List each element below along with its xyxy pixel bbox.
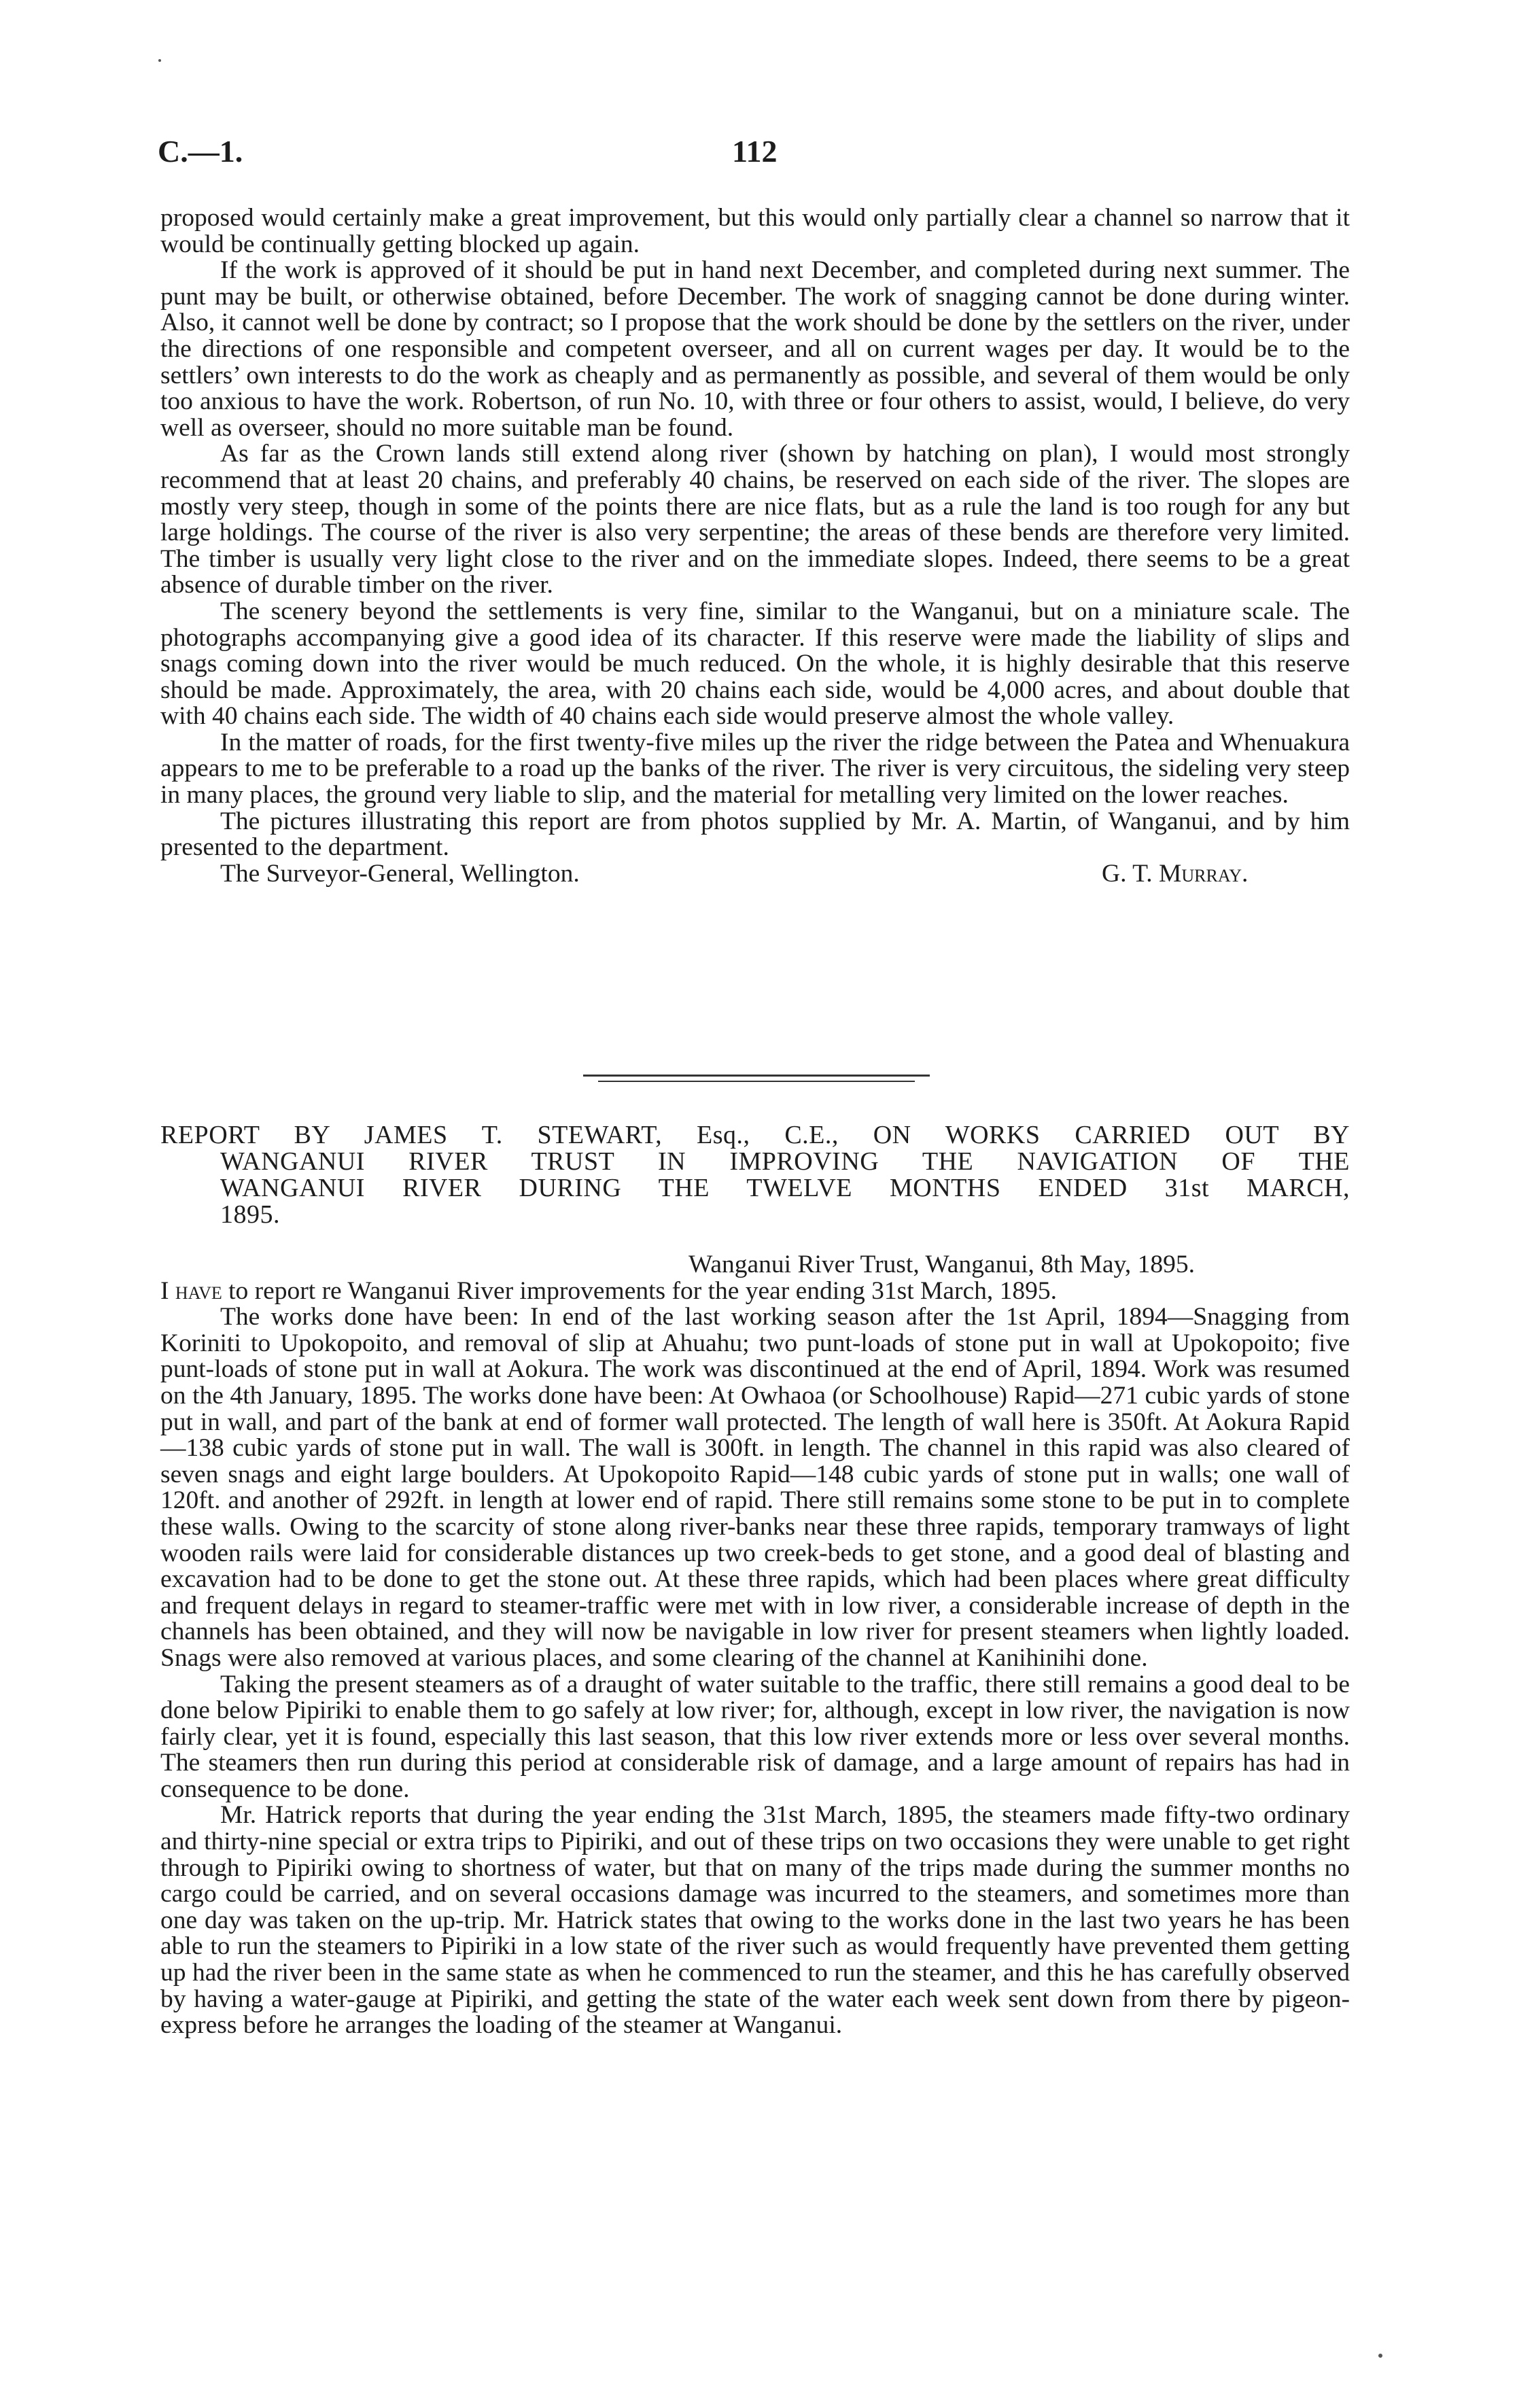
title-line: WANGANUI RIVER TRUST IN IMPROVING THE NAVIGATION OF THE — [220, 1147, 1350, 1176]
paragraph: The works done have been: In end of the last working season after the 1st April, 1894—Snagging from Koriniti to Upokopoito, and removal of slip at Ahuahu; two punt-loads of stone put in wall at Upokopoito; five punt-loads of stone put in wall at Aokura. The work was discontinued at the end of April, 1894. Work was resumed on the 4th January, 1895. The works done have been: At Owhaoa (or Schoolhouse) Rapid—271 cubic yards of stone put in wall, and part of the bank at end of former wall protected. The length of wall here is 350ft. At Aokura Rapid—138 cubic yards of stone put in wall. The wall is 300ft. in length. The channel in this rapid was also cleared of seven snags and eight large boulders. At Upokopoito Rapid—148 cubic yards of stone put in walls; one wall of 120ft. and another of 292ft. in length at lower end of rapid. There still remains some stone to be put in to complete these walls. Owing to the scarcity of stone along river-banks near these three rapids, temporary tramways of light wooden rails were laid for considerable distances up two creek-beds to get stone, and a good deal of blasting and excavation had to be done to get the stone out. At these three rapids, which had been places where great difficulty and frequent delays in regard to steamer-traffic were met with in low river, a considerable increase of depth in the channels has been obtained, and they will now be navigable in low river for present steamers when lightly loaded. Snags were also removed at various places, and some clearing of the channel at Kanihinihi done. — [160, 1303, 1350, 1672]
page-header — [158, 133, 1350, 174]
section-divider — [598, 1081, 915, 1082]
opening-line — [160, 1278, 1350, 1305]
opening-rest: to report re Wanganui River improvements for the year ending 31st March, 1895. — [222, 1276, 1057, 1305]
scan-speck — [158, 59, 161, 62]
opening-smallcaps: I have — [160, 1276, 222, 1305]
report-title — [160, 1122, 1350, 1228]
title-line: WANGANUI RIVER DURING THE TWELVE MONTHS ENDED 31st MARCH, — [220, 1174, 1350, 1202]
title-line: REPORT BY JAMES T. STEWART, Esq., C.E., ON WORKS CARRIED OUT BY — [160, 1121, 1350, 1149]
paragraph: As far as the Crown lands still extend along river (shown by hatching on plan), I would most strongly recommend that at least 20 chains, and preferably 40 chains, be reserved on each side of the river. The slopes are mostly very steep, though in some of the points there are nice flats, but as a rule the land is too rough for any but large holdings. The course of the river is also very serpentine; the areas of these bends are therefore very limited. The timber is usually very light close to the river and on the immediate slopes. Indeed, there seems to be a great absence of durable timber on the river. — [160, 440, 1350, 599]
paragraph: proposed would certainly make a great improvement, but this would only partially clear a channel so narrow that it would be continually getting blocked up again. — [160, 204, 1350, 258]
paragraph: In the matter of roads, for the first twenty-five miles up the river the ridge between the Patea and Whenuakura appears to me to be preferable to a road up the banks of the river. The river is very circuitous, the sideling very steep in many places, the ground very liable to slip, and the material for metalling very limited on the lower reaches. — [160, 728, 1350, 809]
document-code: C.—1. — [158, 134, 243, 169]
continuation-text — [160, 205, 1350, 888]
paragraph: The pictures illustrating this report are from photos supplied by Mr. A. Martin, of Wanganui, and by him presented to the department. — [160, 807, 1350, 862]
scan-speck — [1378, 2354, 1382, 2358]
signoff-author: G. T. Murray. — [1102, 859, 1249, 888]
paragraph: Mr. Hatrick reports that during the year ending the 31st March, 1895, the steamers made fifty-two ordinary and thirty-nine special or extra trips to Pipiriki, and out of these trips on two occasions they were unable to get right through to Pipiriki owing to shortness of water, but that on many of the trips made during the summer months no cargo could be carried, and on several occasions damage was incurred to the steamers, and sometimes more than one day was taken on the up-trip. Mr. Hatrick states that owing to the works done in the last two years he has been able to run the steamers to Pipiriki in a low state of the river such as would frequently have prevented them getting up had the river been in the same state as when he commenced to run the steamer, and this he has carefully observed by having a water-gauge at Pipiriki, and getting the state of the water each week sent down from there by pigeon-express before he arranges the loading of the steamer at Wanganui. — [160, 1801, 1350, 2040]
dateline: Wanganui River Trust, Wanganui, 8th May, 1895. — [688, 1251, 1195, 1278]
signoff — [160, 861, 1350, 888]
section-divider — [583, 1075, 930, 1077]
paragraph: If the work is approved of it should be put in hand next December, and completed during next summer. The punt may be built, or otherwise obtained, before December. The work of snagging cannot be done during winter. Also, it cannot well be done by contract; so I propose that the work should be done by the settlers on the river, under the directions of one responsible and competent overseer, and all on current wages per day. It would be to the settlers’ own interests to do the work as cheaply and as permanently as possible, and several of them would be only too anxious to have the work. Robertson, of run No. 10, with three or four others to assist, would, I believe, do very well as overseer, should no more suitable man be found. — [160, 256, 1350, 442]
signoff-addressee: The Surveyor-General, Wellington. — [220, 859, 580, 888]
report-text — [160, 1252, 1350, 2039]
paragraph: Taking the present steamers as of a draught of water suitable to the traffic, there still remains a good deal to be done below Pipiriki to enable them to go safely at low river; for, although, except in low river, the navigation is now fairly clear, yet it is found, especially this last season, that this low river extends more or less over several months. The steamers then run during this period at considerable risk of damage, and a large amount of repairs has had in consequence to be done. — [160, 1670, 1350, 1803]
paragraph: The scenery beyond the settlements is very fine, similar to the Wanganui, but on a miniature scale. The photographs accompanying give a good idea of its character. If this reserve were made the liability of slips and snags coming down into the river would be much reduced. On the whole, it is highly desirable that this reserve should be made. Approximately, the area, with 20 chains each side, would be 4,000 acres, and about double that with 40 chains each side. The width of 40 chains each side would preserve almost the whole valley. — [160, 597, 1350, 731]
title-line: 1895. — [220, 1200, 280, 1229]
page-number: 112 — [732, 134, 778, 169]
